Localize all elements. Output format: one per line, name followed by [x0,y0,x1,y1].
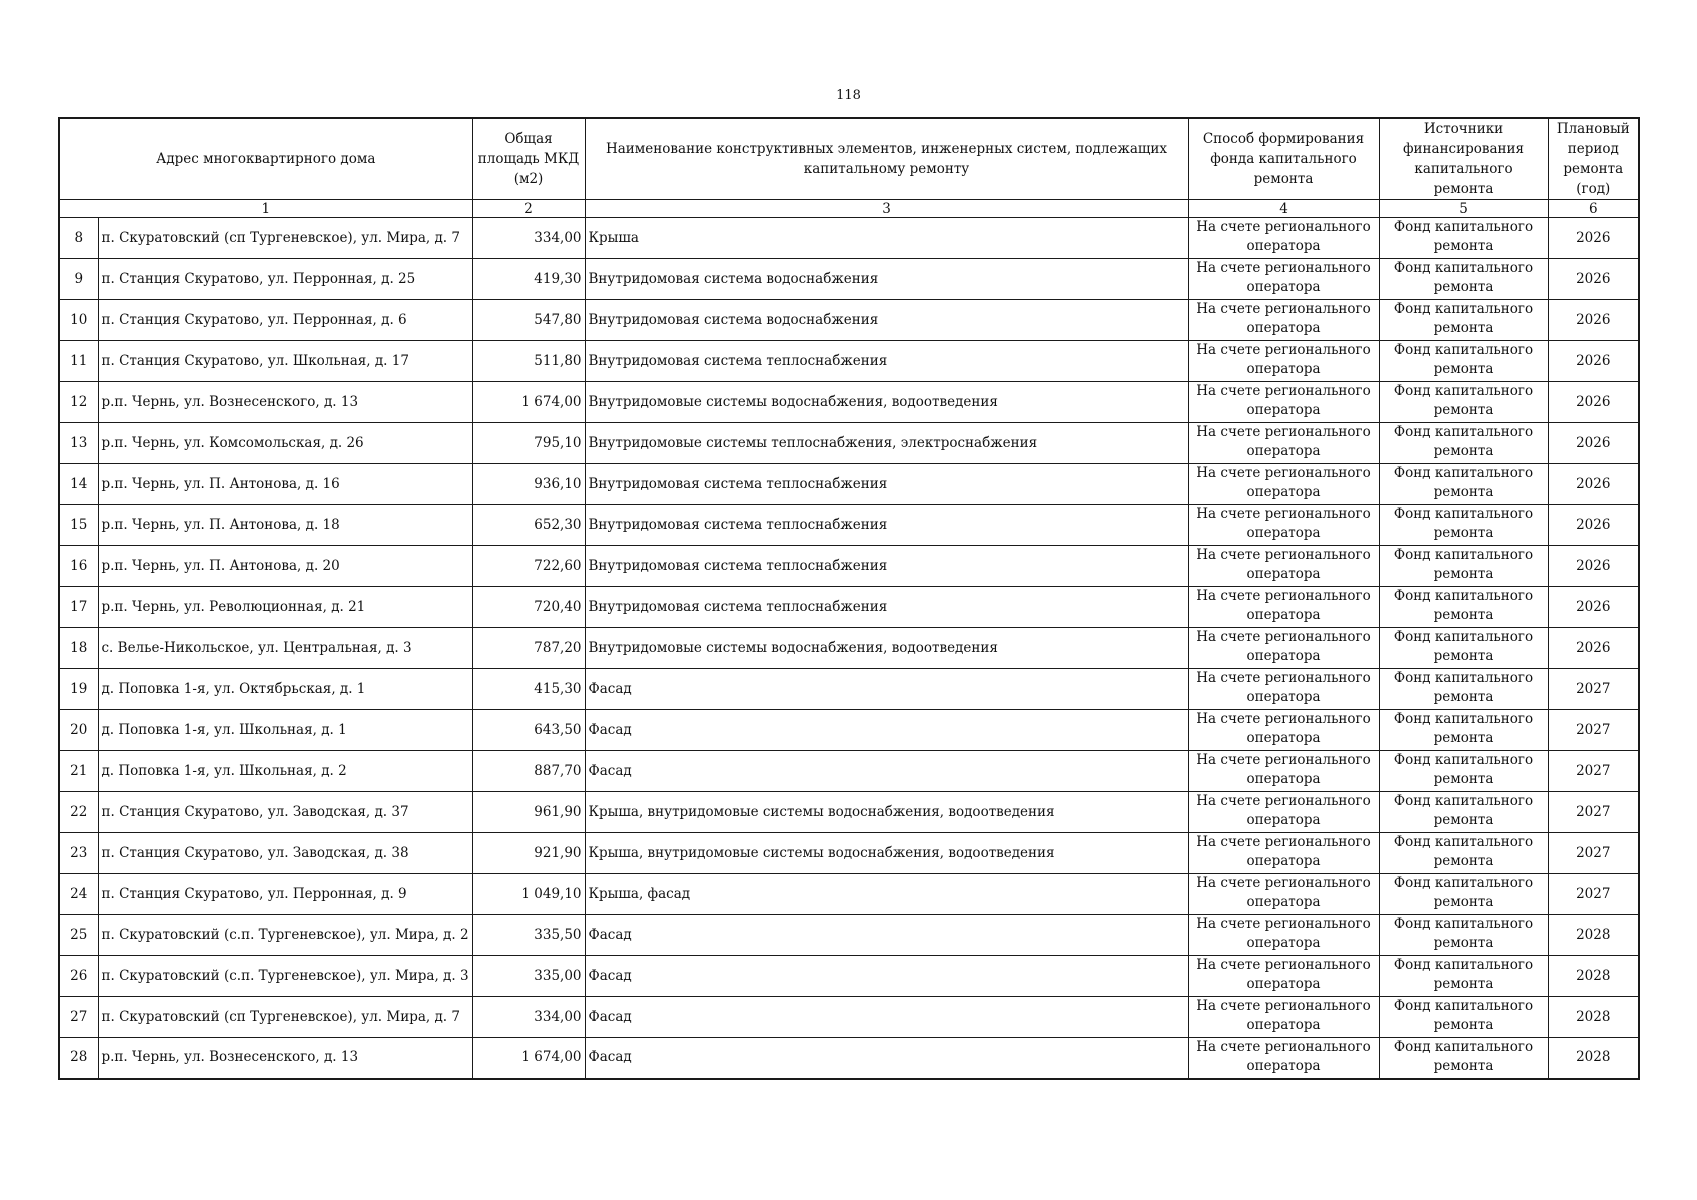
row-elements: Внутридомовая система теплоснабжения [585,587,1188,628]
row-method-line: оператора [1246,976,1321,992]
row-method-line: На счете регионального [1196,301,1371,317]
row-address: д. Поповка 1-я, ул. Школьная, д. 2 [98,751,472,792]
row-method [1188,587,1379,628]
row-source-line: Фонд капитального [1393,998,1534,1014]
row-method-line: На счете регионального [1196,424,1371,440]
table-row [59,956,1639,997]
column-numbers-row [59,200,1639,218]
row-method [1188,874,1379,915]
row-source [1379,218,1548,259]
row-elements: Внутридомовая система теплоснабжения [585,546,1188,587]
row-source-line: ремонта [1433,730,1494,746]
row-number: 21 [59,751,98,792]
row-source-line: Фонд капитального [1393,957,1534,973]
row-number: 11 [59,341,98,382]
row-elements: Фасад [585,751,1188,792]
row-method [1188,1038,1379,1079]
row-number: 22 [59,792,98,833]
row-year: 2026 [1548,423,1639,464]
header-address: Адрес многоквартирного дома [59,118,472,200]
row-method-line: оператора [1246,566,1321,582]
row-source [1379,259,1548,300]
table-row [59,669,1639,710]
column-number: 5 [1379,200,1548,218]
header-elements: Наименование конструктивных элементов, инженерных систем, подлежащих капитальному ремонту [585,118,1188,200]
row-area: 722,60 [472,546,585,587]
row-source [1379,710,1548,751]
row-year: 2027 [1548,669,1639,710]
row-method-line: оператора [1246,525,1321,541]
row-number: 12 [59,382,98,423]
row-elements: Крыша, внутридомовые системы водоснабжения, водоотведения [585,792,1188,833]
row-year: 2026 [1548,382,1639,423]
row-number: 25 [59,915,98,956]
row-source [1379,792,1548,833]
row-method-line: На счете регионального [1196,711,1371,727]
row-year: 2028 [1548,915,1639,956]
row-method [1188,218,1379,259]
row-method-line: На счете регионального [1196,752,1371,768]
row-year: 2026 [1548,300,1639,341]
row-area: 415,30 [472,669,585,710]
table-row [59,628,1639,669]
row-method-line: На счете регионального [1196,793,1371,809]
row-method-line: На счете регионального [1196,506,1371,522]
row-method-line: На счете регионального [1196,998,1371,1014]
row-year: 2027 [1548,751,1639,792]
row-area: 887,70 [472,751,585,792]
row-method [1188,546,1379,587]
row-address: п. Станция Скуратово, ул. Заводская, д. 37 [98,792,472,833]
row-source [1379,956,1548,997]
row-source [1379,915,1548,956]
row-source-line: Фонд капитального [1393,383,1534,399]
row-method-line: На счете регионального [1196,875,1371,891]
row-area: 335,00 [472,956,585,997]
row-year: 2027 [1548,792,1639,833]
row-method [1188,997,1379,1038]
row-number: 26 [59,956,98,997]
row-source-line: Фонд капитального [1393,547,1534,563]
row-method-line: На счете регионального [1196,219,1371,235]
row-elements: Фасад [585,710,1188,751]
column-number: 3 [585,200,1188,218]
row-year: 2027 [1548,874,1639,915]
row-elements: Внутридомовая система теплоснабжения [585,464,1188,505]
table-row [59,792,1639,833]
row-source-line: Фонд капитального [1393,506,1534,522]
row-area: 419,30 [472,259,585,300]
row-source [1379,833,1548,874]
row-source-line: Фонд капитального [1393,342,1534,358]
row-address: п. Станция Скуратово, ул. Перронная, д. 9 [98,874,472,915]
row-year: 2026 [1548,341,1639,382]
row-source [1379,423,1548,464]
row-source-line: ремонта [1433,976,1494,992]
row-method-line: На счете регионального [1196,834,1371,850]
row-year: 2026 [1548,628,1639,669]
row-source [1379,1038,1548,1079]
row-method [1188,341,1379,382]
row-address: р.п. Чернь, ул. П. Антонова, д. 20 [98,546,472,587]
column-number: 4 [1188,200,1379,218]
row-method [1188,792,1379,833]
table-header-row [59,118,1639,200]
row-address: п. Станция Скуратово, ул. Заводская, д. 38 [98,833,472,874]
table-row [59,464,1639,505]
row-source-line: ремонта [1433,443,1494,459]
row-address: п. Станция Скуратово, ул. Перронная, д. 6 [98,300,472,341]
row-source-line: Фонд капитального [1393,670,1534,686]
row-source-line: Фонд капитального [1393,1039,1534,1055]
row-year: 2027 [1548,710,1639,751]
row-source-line: Фонд капитального [1393,465,1534,481]
row-area: 921,90 [472,833,585,874]
column-number: 6 [1548,200,1639,218]
row-source-line: ремонта [1433,648,1494,664]
row-source-line: Фонд капитального [1393,301,1534,317]
row-number: 10 [59,300,98,341]
row-address: р.п. Чернь, ул. Вознесенского, д. 13 [98,1038,472,1079]
row-address: р.п. Чернь, ул. Революционная, д. 21 [98,587,472,628]
row-address: п. Станция Скуратово, ул. Перронная, д. 25 [98,259,472,300]
table-row [59,423,1639,464]
row-method [1188,628,1379,669]
row-method-line: На счете регионального [1196,260,1371,276]
row-area: 334,00 [472,997,585,1038]
table-row [59,587,1639,628]
column-number: 2 [472,200,585,218]
row-address: д. Поповка 1-я, ул. Октябрьская, д. 1 [98,669,472,710]
row-source-line: ремонта [1433,935,1494,951]
table-body [59,218,1639,1079]
row-elements: Фасад [585,915,1188,956]
row-year: 2028 [1548,1038,1639,1079]
row-method-line: оператора [1246,238,1321,254]
row-method-line: оператора [1246,1058,1321,1074]
row-area: 795,10 [472,423,585,464]
table-row [59,505,1639,546]
row-source-line: Фонд капитального [1393,588,1534,604]
row-source-line: Фонд капитального [1393,711,1534,727]
row-method-line: оператора [1246,402,1321,418]
row-area: 936,10 [472,464,585,505]
row-elements: Внутридомовая система водоснабжения [585,259,1188,300]
table-row [59,300,1639,341]
row-method [1188,423,1379,464]
row-elements: Крыша, фасад [585,874,1188,915]
row-area: 334,00 [472,218,585,259]
row-method-line: На счете регионального [1196,916,1371,932]
row-source-line: ремонта [1433,771,1494,787]
row-address: п. Станция Скуратово, ул. Школьная, д. 17 [98,341,472,382]
row-elements: Внутридомовая система водоснабжения [585,300,1188,341]
row-year: 2027 [1548,833,1639,874]
row-address: п. Скуратовский (с.п. Тургеневское), ул. Мира, д. 2 [98,915,472,956]
row-source-line: ремонта [1433,402,1494,418]
row-source [1379,464,1548,505]
row-method [1188,751,1379,792]
row-method-line: оператора [1246,1017,1321,1033]
row-source-line: Фонд капитального [1393,219,1534,235]
row-source-line: ремонта [1433,320,1494,336]
row-method-line: На счете регионального [1196,1039,1371,1055]
row-method-line: На счете регионального [1196,629,1371,645]
row-source-line: ремонта [1433,1017,1494,1033]
row-area: 1 049,10 [472,874,585,915]
row-source [1379,341,1548,382]
row-area: 787,20 [472,628,585,669]
row-area: 1 674,00 [472,1038,585,1079]
row-source-line: ремонта [1433,853,1494,869]
row-address: п. Скуратовский (сп Тургеневское), ул. Мира, д. 7 [98,218,472,259]
table-row [59,833,1639,874]
row-number: 28 [59,1038,98,1079]
row-method-line: На счете регионального [1196,383,1371,399]
row-elements: Внутридомовая система теплоснабжения [585,505,1188,546]
row-number: 17 [59,587,98,628]
table-row [59,341,1639,382]
row-source [1379,546,1548,587]
row-method-line: На счете регионального [1196,342,1371,358]
row-area: 652,30 [472,505,585,546]
row-method-line: оператора [1246,771,1321,787]
row-source [1379,874,1548,915]
row-method-line: оператора [1246,279,1321,295]
row-source [1379,587,1548,628]
row-elements: Фасад [585,956,1188,997]
row-year: 2028 [1548,997,1639,1038]
row-address: п. Скуратовский (с.п. Тургеневское), ул. Мира, д. 3 [98,956,472,997]
header-area: Общая площадь МКД (м2) [472,118,585,200]
row-source-line: ремонта [1433,279,1494,295]
row-number: 9 [59,259,98,300]
row-source [1379,300,1548,341]
row-method [1188,710,1379,751]
repair-schedule-table [58,117,1640,1080]
row-elements: Внутридомовые системы водоснабжения, водоотведения [585,628,1188,669]
column-number: 1 [59,200,472,218]
header-period: Плановый период ремонта (год) [1548,118,1639,200]
row-elements: Фасад [585,1038,1188,1079]
row-number: 13 [59,423,98,464]
row-source-line: ремонта [1433,1058,1494,1074]
row-method-line: На счете регионального [1196,670,1371,686]
row-method-line: оператора [1246,361,1321,377]
row-source-line: ремонта [1433,894,1494,910]
row-elements: Фасад [585,997,1188,1038]
row-source [1379,382,1548,423]
row-method-line: На счете регионального [1196,957,1371,973]
row-year: 2026 [1548,218,1639,259]
table-row [59,874,1639,915]
row-source [1379,669,1548,710]
table-row [59,218,1639,259]
row-number: 18 [59,628,98,669]
row-method-line: оператора [1246,689,1321,705]
page-number: 118 [836,88,861,103]
row-method [1188,669,1379,710]
row-method-line: оператора [1246,853,1321,869]
row-source-line: Фонд капитального [1393,834,1534,850]
row-source-line: ремонта [1433,361,1494,377]
table-row [59,997,1639,1038]
row-source [1379,997,1548,1038]
row-source-line: ремонта [1433,484,1494,500]
row-source [1379,751,1548,792]
row-elements: Фасад [585,669,1188,710]
row-elements: Внутридомовая система теплоснабжения [585,341,1188,382]
row-method [1188,505,1379,546]
row-year: 2026 [1548,546,1639,587]
row-number: 16 [59,546,98,587]
row-elements: Крыша [585,218,1188,259]
row-source-line: Фонд капитального [1393,875,1534,891]
table-row [59,710,1639,751]
table-row [59,751,1639,792]
row-source-line: ремонта [1433,607,1494,623]
row-source-line: Фонд капитального [1393,752,1534,768]
row-number: 23 [59,833,98,874]
row-source-line: ремонта [1433,566,1494,582]
row-method-line: оператора [1246,607,1321,623]
row-method-line: оператора [1246,320,1321,336]
table-row [59,546,1639,587]
row-year: 2026 [1548,259,1639,300]
row-number: 15 [59,505,98,546]
row-method-line: оператора [1246,894,1321,910]
row-source-line: Фонд капитального [1393,793,1534,809]
row-address: д. Поповка 1-я, ул. Школьная, д. 1 [98,710,472,751]
row-area: 961,90 [472,792,585,833]
row-number: 24 [59,874,98,915]
row-method-line: На счете регионального [1196,465,1371,481]
row-source-line: Фонд капитального [1393,260,1534,276]
row-elements: Внутридомовые системы водоснабжения, водоотведения [585,382,1188,423]
row-address: р.п. Чернь, ул. П. Антонова, д. 18 [98,505,472,546]
row-elements: Крыша, внутридомовые системы водоснабжения, водоотведения [585,833,1188,874]
row-source-line: Фонд капитального [1393,424,1534,440]
row-method-line: оператора [1246,812,1321,828]
row-method-line: На счете регионального [1196,588,1371,604]
row-method-line: На счете регионального [1196,547,1371,563]
row-area: 720,40 [472,587,585,628]
row-method [1188,833,1379,874]
row-number: 14 [59,464,98,505]
row-source [1379,505,1548,546]
row-area: 643,50 [472,710,585,751]
table-row [59,915,1639,956]
table-row [59,1038,1639,1079]
row-source-line: ремонта [1433,812,1494,828]
row-method-line: оператора [1246,935,1321,951]
row-source-line: ремонта [1433,689,1494,705]
row-method [1188,915,1379,956]
row-source-line: ремонта [1433,238,1494,254]
row-number: 27 [59,997,98,1038]
row-area: 335,50 [472,915,585,956]
table-row [59,382,1639,423]
row-year: 2028 [1548,956,1639,997]
row-address: р.п. Чернь, ул. Комсомольская, д. 26 [98,423,472,464]
row-method [1188,956,1379,997]
row-year: 2026 [1548,505,1639,546]
row-address: р.п. Чернь, ул. Вознесенского, д. 13 [98,382,472,423]
row-area: 511,80 [472,341,585,382]
row-method [1188,464,1379,505]
row-number: 19 [59,669,98,710]
row-area: 1 674,00 [472,382,585,423]
header-method: Способ формирования фонда капитального ремонта [1188,118,1379,200]
row-year: 2026 [1548,464,1639,505]
row-year: 2026 [1548,587,1639,628]
row-source [1379,628,1548,669]
row-number: 20 [59,710,98,751]
row-source-line: Фонд капитального [1393,916,1534,932]
row-address: с. Велье-Никольское, ул. Центральная, д. 3 [98,628,472,669]
table-row [59,259,1639,300]
row-method-line: оператора [1246,484,1321,500]
row-area: 547,80 [472,300,585,341]
row-address: р.п. Чернь, ул. П. Антонова, д. 16 [98,464,472,505]
row-method [1188,259,1379,300]
row-source-line: Фонд капитального [1393,629,1534,645]
row-method-line: оператора [1246,648,1321,664]
row-method-line: оператора [1246,730,1321,746]
row-method [1188,300,1379,341]
row-method [1188,382,1379,423]
header-source: Источники финансирования капитального ремонта [1379,118,1548,200]
row-number: 8 [59,218,98,259]
row-source-line: ремонта [1433,525,1494,541]
row-elements: Внутридомовые системы теплоснабжения, электроснабжения [585,423,1188,464]
row-address: п. Скуратовский (сп Тургеневское), ул. Мира, д. 7 [98,997,472,1038]
row-method-line: оператора [1246,443,1321,459]
